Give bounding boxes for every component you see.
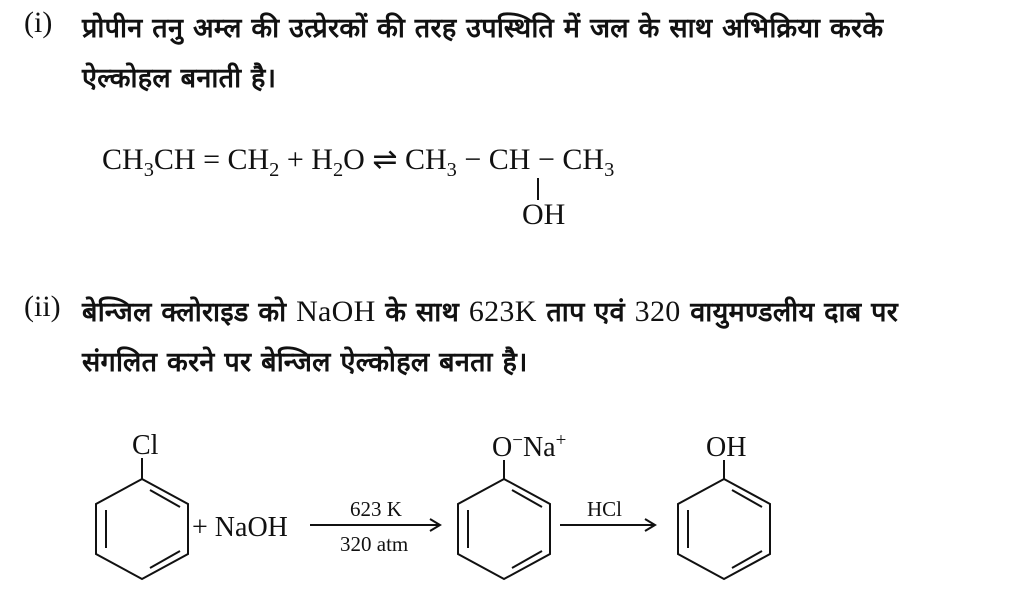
substituent-chloro: Cl [132, 430, 159, 461]
reaction-scheme [0, 420, 1024, 607]
temperature-value: 623K [468, 295, 537, 328]
equilibrium-arrow: ⇌ [372, 143, 398, 176]
item1-text-line1: प्रोपीन तनु अम्ल की उत्प्रेरकों की तरह उपस्थिति में जल के साथ अभिक्रिया करके [82, 13, 884, 44]
branch-hydroxyl: OH [522, 198, 566, 231]
pressure-value: 320 [634, 295, 681, 328]
item1-text-line2: ऐल्कोहल बनाती है। [82, 63, 277, 94]
plus-sign: + [286, 143, 304, 176]
reactant-propene: $CH_3CH = CH_2$ [102, 143, 280, 181]
benzene-ring-chlorobenzene [96, 458, 188, 579]
branch-bond-line [537, 178, 539, 200]
item2-text-line2: संगलित करने पर बेन्जिल ऐल्कोहल बनता है। [82, 347, 528, 378]
benzene-ring-phenol [678, 460, 770, 579]
item2-text-line1: बेन्जिल क्लोराइड को NaOH के साथ 623K ताप एवं 320 वायुमण्डलीय दाब पर [82, 295, 899, 328]
product-propanol: $CH_3$ − CH − $CH_3$ [404, 143, 615, 181]
substituent-hydroxyl: OH [706, 432, 747, 463]
substituent-phenoxide: O−Na+ [492, 430, 567, 463]
benzene-ring-phenoxide [458, 460, 550, 579]
item-marker-i: (i) [24, 6, 53, 39]
item-marker-ii: (ii) [24, 290, 61, 323]
reactant-water: $H_2O$ [311, 143, 365, 181]
condition-temperature: 623 K [350, 497, 402, 521]
condition-pressure: 320 atm [340, 532, 409, 556]
reagent-hcl: HCl [587, 497, 623, 521]
reagent-naoh-label: + NaOH [192, 512, 288, 543]
reagent-naoh: NaOH [296, 295, 376, 328]
equation-propene-hydration [102, 142, 614, 182]
